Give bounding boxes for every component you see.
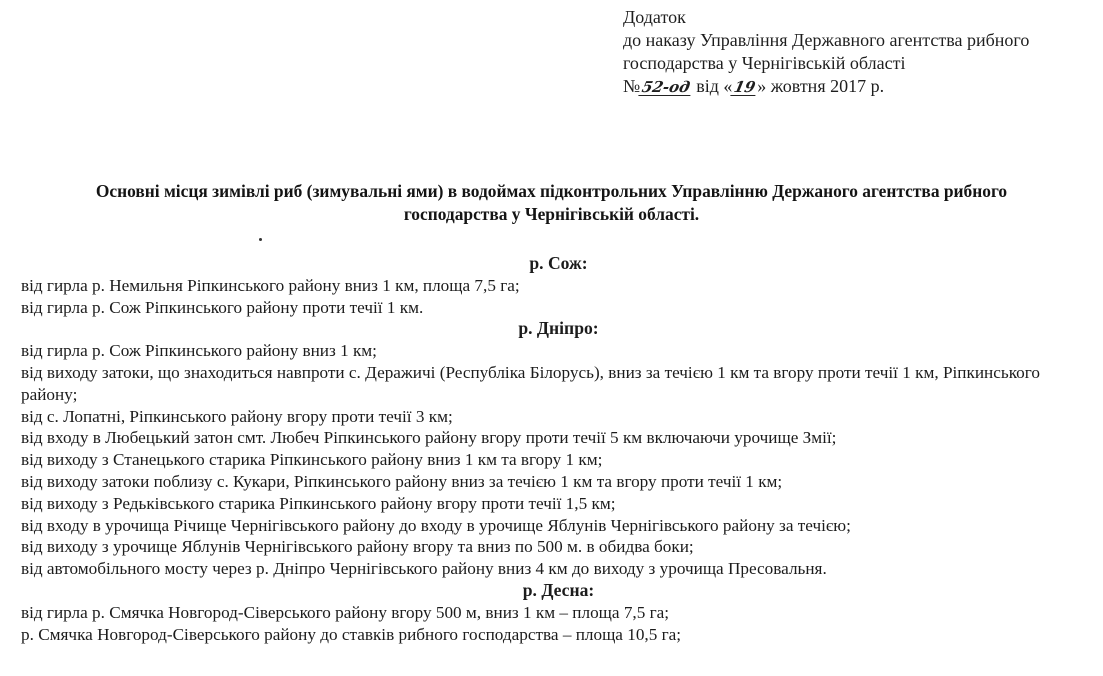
list-item: від виходу з Редьківського старика Ріпкинського району вгору проти течії 1,5 км; bbox=[21, 493, 616, 513]
list-item: від гирла р. Смячка Новгород-Сіверського району вгору 500 м, вниз 1 км – площа 7,5 га; bbox=[21, 602, 670, 622]
appendix-title: Додаток bbox=[623, 7, 686, 27]
list-item: від входу в Любецький затон смт. Любеч Ріпкинського району вгору проти течії 5 км включаючи урочище Змії; bbox=[21, 428, 837, 448]
document-title bbox=[0, 180, 1103, 226]
scan-speck bbox=[259, 238, 262, 241]
river-heading-sozh: р. Сож: bbox=[529, 253, 588, 273]
handwritten-order-number: 52-од bbox=[640, 78, 692, 96]
document-body bbox=[21, 253, 1096, 645]
title-line-2: господарства у Чернігівській області. bbox=[403, 204, 700, 224]
list-item: від виходу з урочище Яблунів Чернігівського району вгору та вниз по 500 м. в обидва боки; bbox=[21, 537, 694, 557]
number-sign: № bbox=[623, 76, 641, 96]
handwritten-day: 19 bbox=[732, 78, 758, 96]
list-item: від с. Лопатні, Ріпкинського району вгору проти течії 3 км; bbox=[21, 406, 453, 426]
list-item: р. Смячка Новгород-Сіверського району до ставків рибного господарства – площа 10,5 га; bbox=[21, 624, 682, 644]
appendix-region: господарства у Чернігівській області bbox=[623, 53, 906, 73]
river-heading-dnipro: р. Дніпро: bbox=[518, 318, 599, 339]
list-item: від гирла р. Сож Ріпкинського району вниз 1 км; bbox=[21, 341, 377, 361]
list-item: від автомобільного мосту через р. Дніпро Чернігівського району вниз 4 км до виходу з урочища Пресовальня. bbox=[21, 559, 827, 579]
appendix-order-ref: до наказу Управління Державного агентства рибного bbox=[623, 30, 1030, 50]
title-line-1: Основні місця зимівлі риб (зимувальні ями) в водоймах підконтрольних Управлінню Держаного агентства рибного bbox=[95, 181, 1008, 201]
list-item: від виходу затоки, що знаходиться навпроти с. Деражичі (Республіка Білорусь), вниз за течією 1 км та вгору проти течії 1 км, Ріпкинського району; bbox=[21, 362, 1040, 404]
list-item: від гирла р. Немильня Ріпкинського району вниз 1 км, площа 7,5 га; bbox=[21, 275, 520, 295]
list-item: від входу в урочища Річище Чернігівського району до входу в урочище Яблунів Чернігівського району за течією; bbox=[21, 515, 851, 535]
list-item: від виходу затоки поблизу с. Кукари, Ріпкинського району вниз за течією 1 км та вгору проти течії 1 км; bbox=[21, 471, 783, 491]
list-item: від гирла р. Сож Ріпкинського району проти течії 1 км. bbox=[21, 297, 424, 317]
date-prefix: від « bbox=[696, 76, 733, 96]
list-item: від виходу з Станецького старика Ріпкинського району вниз 1 км та вгору 1 км; bbox=[21, 450, 603, 470]
appendix-order-number bbox=[623, 75, 1029, 98]
river-heading-desna: р. Десна: bbox=[522, 579, 595, 600]
appendix-header bbox=[623, 6, 1029, 98]
date-rest: » жовтня 2017 р. bbox=[757, 76, 885, 96]
